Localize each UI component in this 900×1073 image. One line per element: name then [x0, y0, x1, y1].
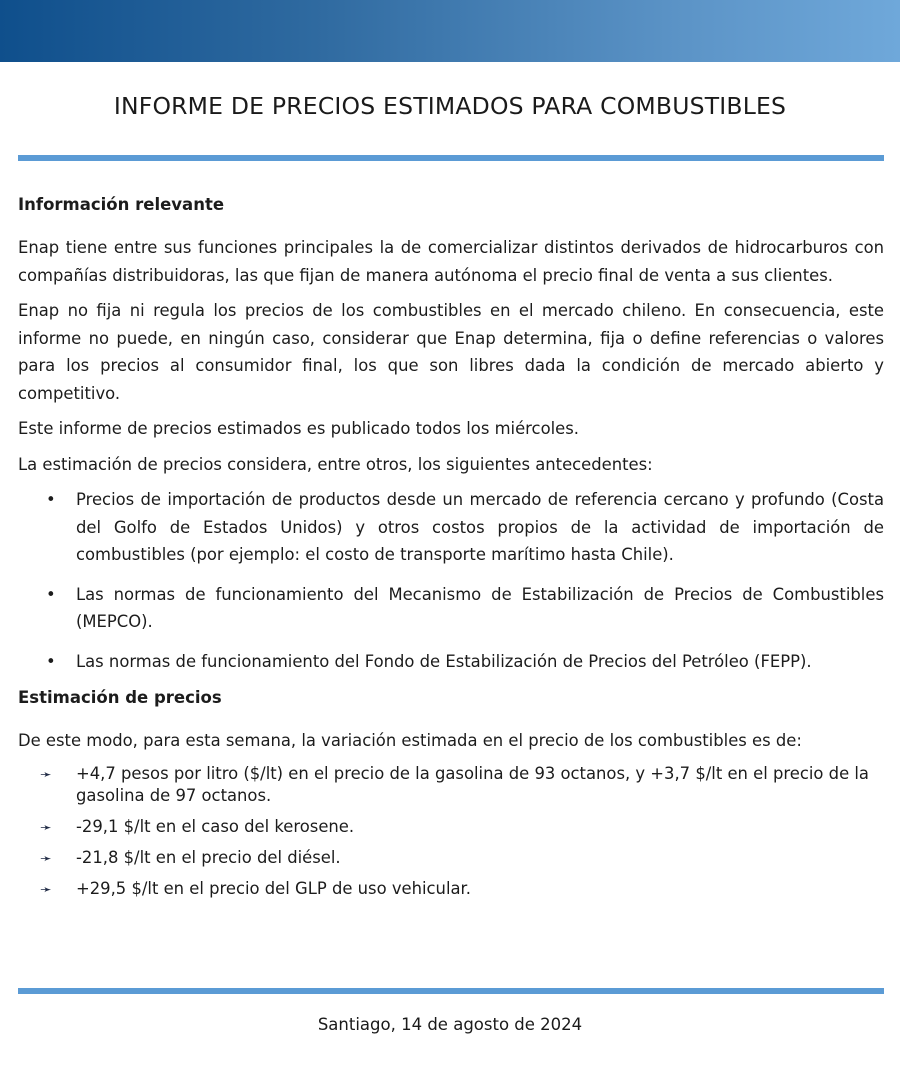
arrow-icon: ➛	[40, 819, 52, 836]
paragraph: La estimación de precios considera, entre otros, los siguientes antecedentes:	[18, 454, 653, 474]
list-item	[18, 763, 884, 807]
price-variation-list	[18, 763, 884, 900]
header-band	[0, 0, 900, 62]
place-date: Santiago, 14 de agosto de 2024	[317, 1015, 583, 1034]
antecedents-list	[18, 486, 884, 675]
list-item-text: Las normas de funcionamiento del Mecanismo de Estabilización de Precios de Combustibles (MEPCO).	[76, 584, 884, 631]
section-heading-info: Información relevante	[18, 195, 225, 214]
list-item	[18, 581, 884, 636]
arrow-icon: ➛	[40, 850, 52, 867]
list-item-text: Las normas de funcionamiento del Fondo de Estabilización de Precios del Petróleo (FEPP).	[76, 651, 812, 671]
list-item-text: -29,1 $/lt en el caso del kerosene.	[76, 816, 355, 836]
list-item	[18, 878, 884, 900]
page-title: INFORME DE PRECIOS ESTIMADOS PARA COMBUSTIBLES	[113, 92, 787, 120]
divider-bottom	[18, 988, 884, 994]
report-body	[18, 194, 884, 909]
list-item	[18, 486, 884, 569]
list-item	[18, 816, 884, 838]
arrow-icon: ➛	[40, 881, 52, 898]
paragraph: Enap no fija ni regula los precios de los combustibles en el mercado chileno. En consecuencia, este informe no puede, en ningún caso, considerar que Enap determina, fija o define referencias o valores para los precios al consumidor final, los que son libres dada la condición de mercado abierto y competitivo.	[18, 301, 884, 403]
bullet-icon: •	[46, 584, 56, 604]
list-item-text: +4,7 pesos por litro ($/lt) en el precio de la gasolina de 93 octanos, y +3,7 $/lt en el precio de la gasolina de 97 octanos.	[76, 763, 869, 805]
bullet-icon: •	[46, 490, 56, 509]
list-item-text: -21,8 $/lt en el precio del diésel.	[76, 847, 341, 867]
estimation-intro: De este modo, para esta semana, la variación estimada en el precio de los combustibles es de:	[18, 731, 802, 750]
divider-top	[18, 155, 884, 161]
paragraph: Este informe de precios estimados es publicado todos los miércoles.	[18, 419, 579, 438]
list-item-text: +29,5 $/lt en el precio del GLP de uso vehicular.	[76, 878, 471, 898]
bullet-icon: •	[46, 651, 56, 671]
section-heading-estimation: Estimación de precios	[18, 688, 222, 707]
paragraph: Enap tiene entre sus funciones principales la de comercializar distintos derivados de hidrocarburos con compañías distribuidoras, las que fijan de manera autónoma el precio final de venta a sus clientes.	[18, 238, 884, 285]
list-item	[18, 648, 884, 676]
list-item-text: Precios de importación de productos desde un mercado de referencia cercano y profundo (Costa del Golfo de Estados Unidos) y otros costos propios de la actividad de importación de combustibles (por ejemplo: el costo de transporte marítimo hasta Chile).	[76, 490, 884, 564]
list-item	[18, 847, 884, 869]
arrow-icon: ➛	[40, 766, 52, 783]
